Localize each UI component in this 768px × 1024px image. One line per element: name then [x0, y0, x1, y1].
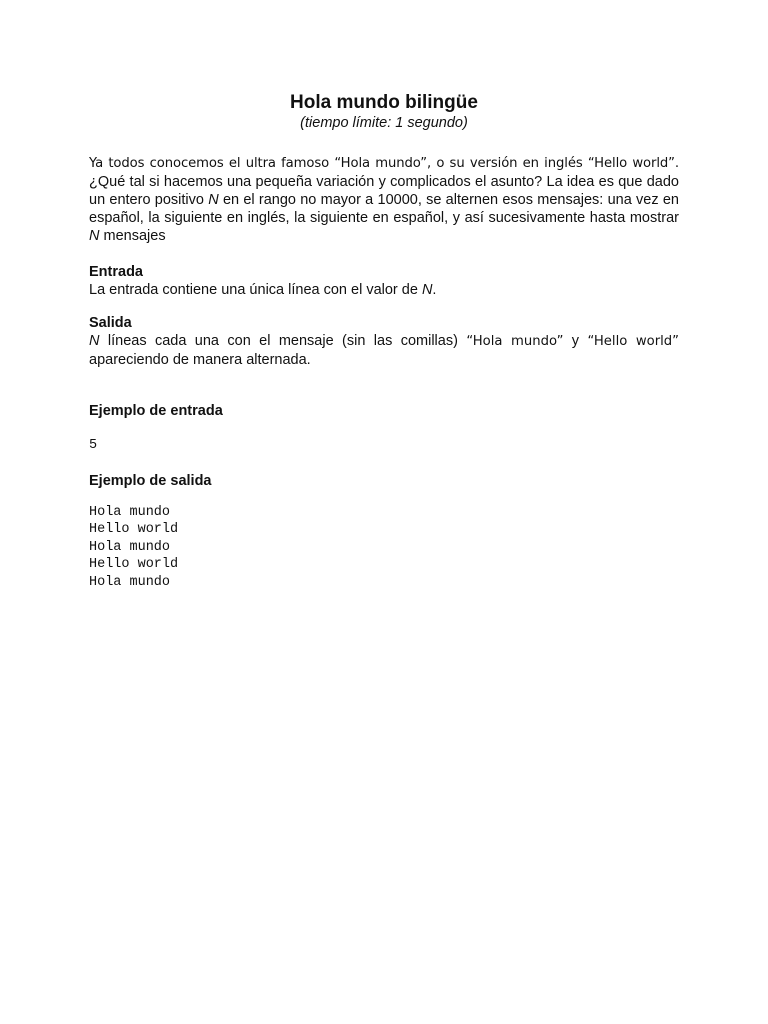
spacer: [89, 245, 679, 263]
spacer: [89, 455, 679, 472]
salida-text-2: y: [563, 333, 588, 349]
entrada-var-n: N: [421, 282, 433, 298]
ejemplo-salida-line: Hola mundo: [89, 574, 171, 590]
ejemplo-entrada-heading: Ejemplo de entrada: [89, 403, 223, 419]
ejemplo-salida-heading: Ejemplo de salida: [89, 472, 212, 489]
spacer: [89, 420, 679, 437]
intro-part-1: ¿Qué tal si hacemos una pequeña variación y complicados el asunto? La idea es que dado un entero positivo: [89, 174, 679, 208]
intro-part-2: en el rango no mayor a 10000, se alternen esos mensajes: una vez en español, la siguiente en inglés, la siguiente en español, y así sucesivamente hasta mostrar: [89, 192, 679, 226]
document-page: [89, 92, 679, 591]
ejemplo-salida-line: Hello world: [89, 522, 179, 537]
salida-paragraph: [89, 332, 679, 369]
entrada-text-end: .: [432, 282, 437, 298]
ejemplo-salida-line: Hola mundo: [89, 504, 171, 520]
intro-paragraph: [89, 154, 679, 245]
entrada-heading: Entrada: [89, 264, 143, 280]
spacer: [89, 299, 679, 314]
salida-heading: Salida: [89, 315, 132, 331]
intro-var-n: N: [208, 192, 219, 208]
ejemplo-salida-block: [89, 504, 679, 592]
spacer: [89, 369, 679, 402]
time-limit-subtitle: (tiempo límite: 1 segundo): [300, 115, 468, 131]
intro-part-3: mensajes: [99, 228, 166, 244]
ejemplo-salida-line: Hello world: [89, 557, 179, 572]
spacer: [89, 490, 679, 504]
page-title: Hola mundo bilingüe: [290, 92, 478, 113]
ejemplo-salida-line: Hola mundo: [89, 539, 171, 555]
ejemplo-entrada-line: 5: [89, 438, 98, 453]
salida-var-n: N: [89, 333, 100, 349]
intro-var-n-2: N: [89, 228, 100, 244]
salida-quote-hello: “Hello world”: [587, 334, 680, 349]
salida-quote-hola: “Hola mundo”: [466, 334, 564, 349]
salida-text-3: apareciendo de manera alternada.: [89, 352, 311, 368]
entrada-paragraph: [89, 281, 679, 299]
salida-text-1: líneas cada una con el mensaje (sin las comillas): [99, 333, 467, 349]
entrada-text: La entrada contiene una única línea con el valor de: [89, 282, 422, 298]
intro-line-1: Ya todos conocemos el ultra famoso “Hola mundo”, o su versión en inglés “Hello world”.: [89, 156, 679, 171]
